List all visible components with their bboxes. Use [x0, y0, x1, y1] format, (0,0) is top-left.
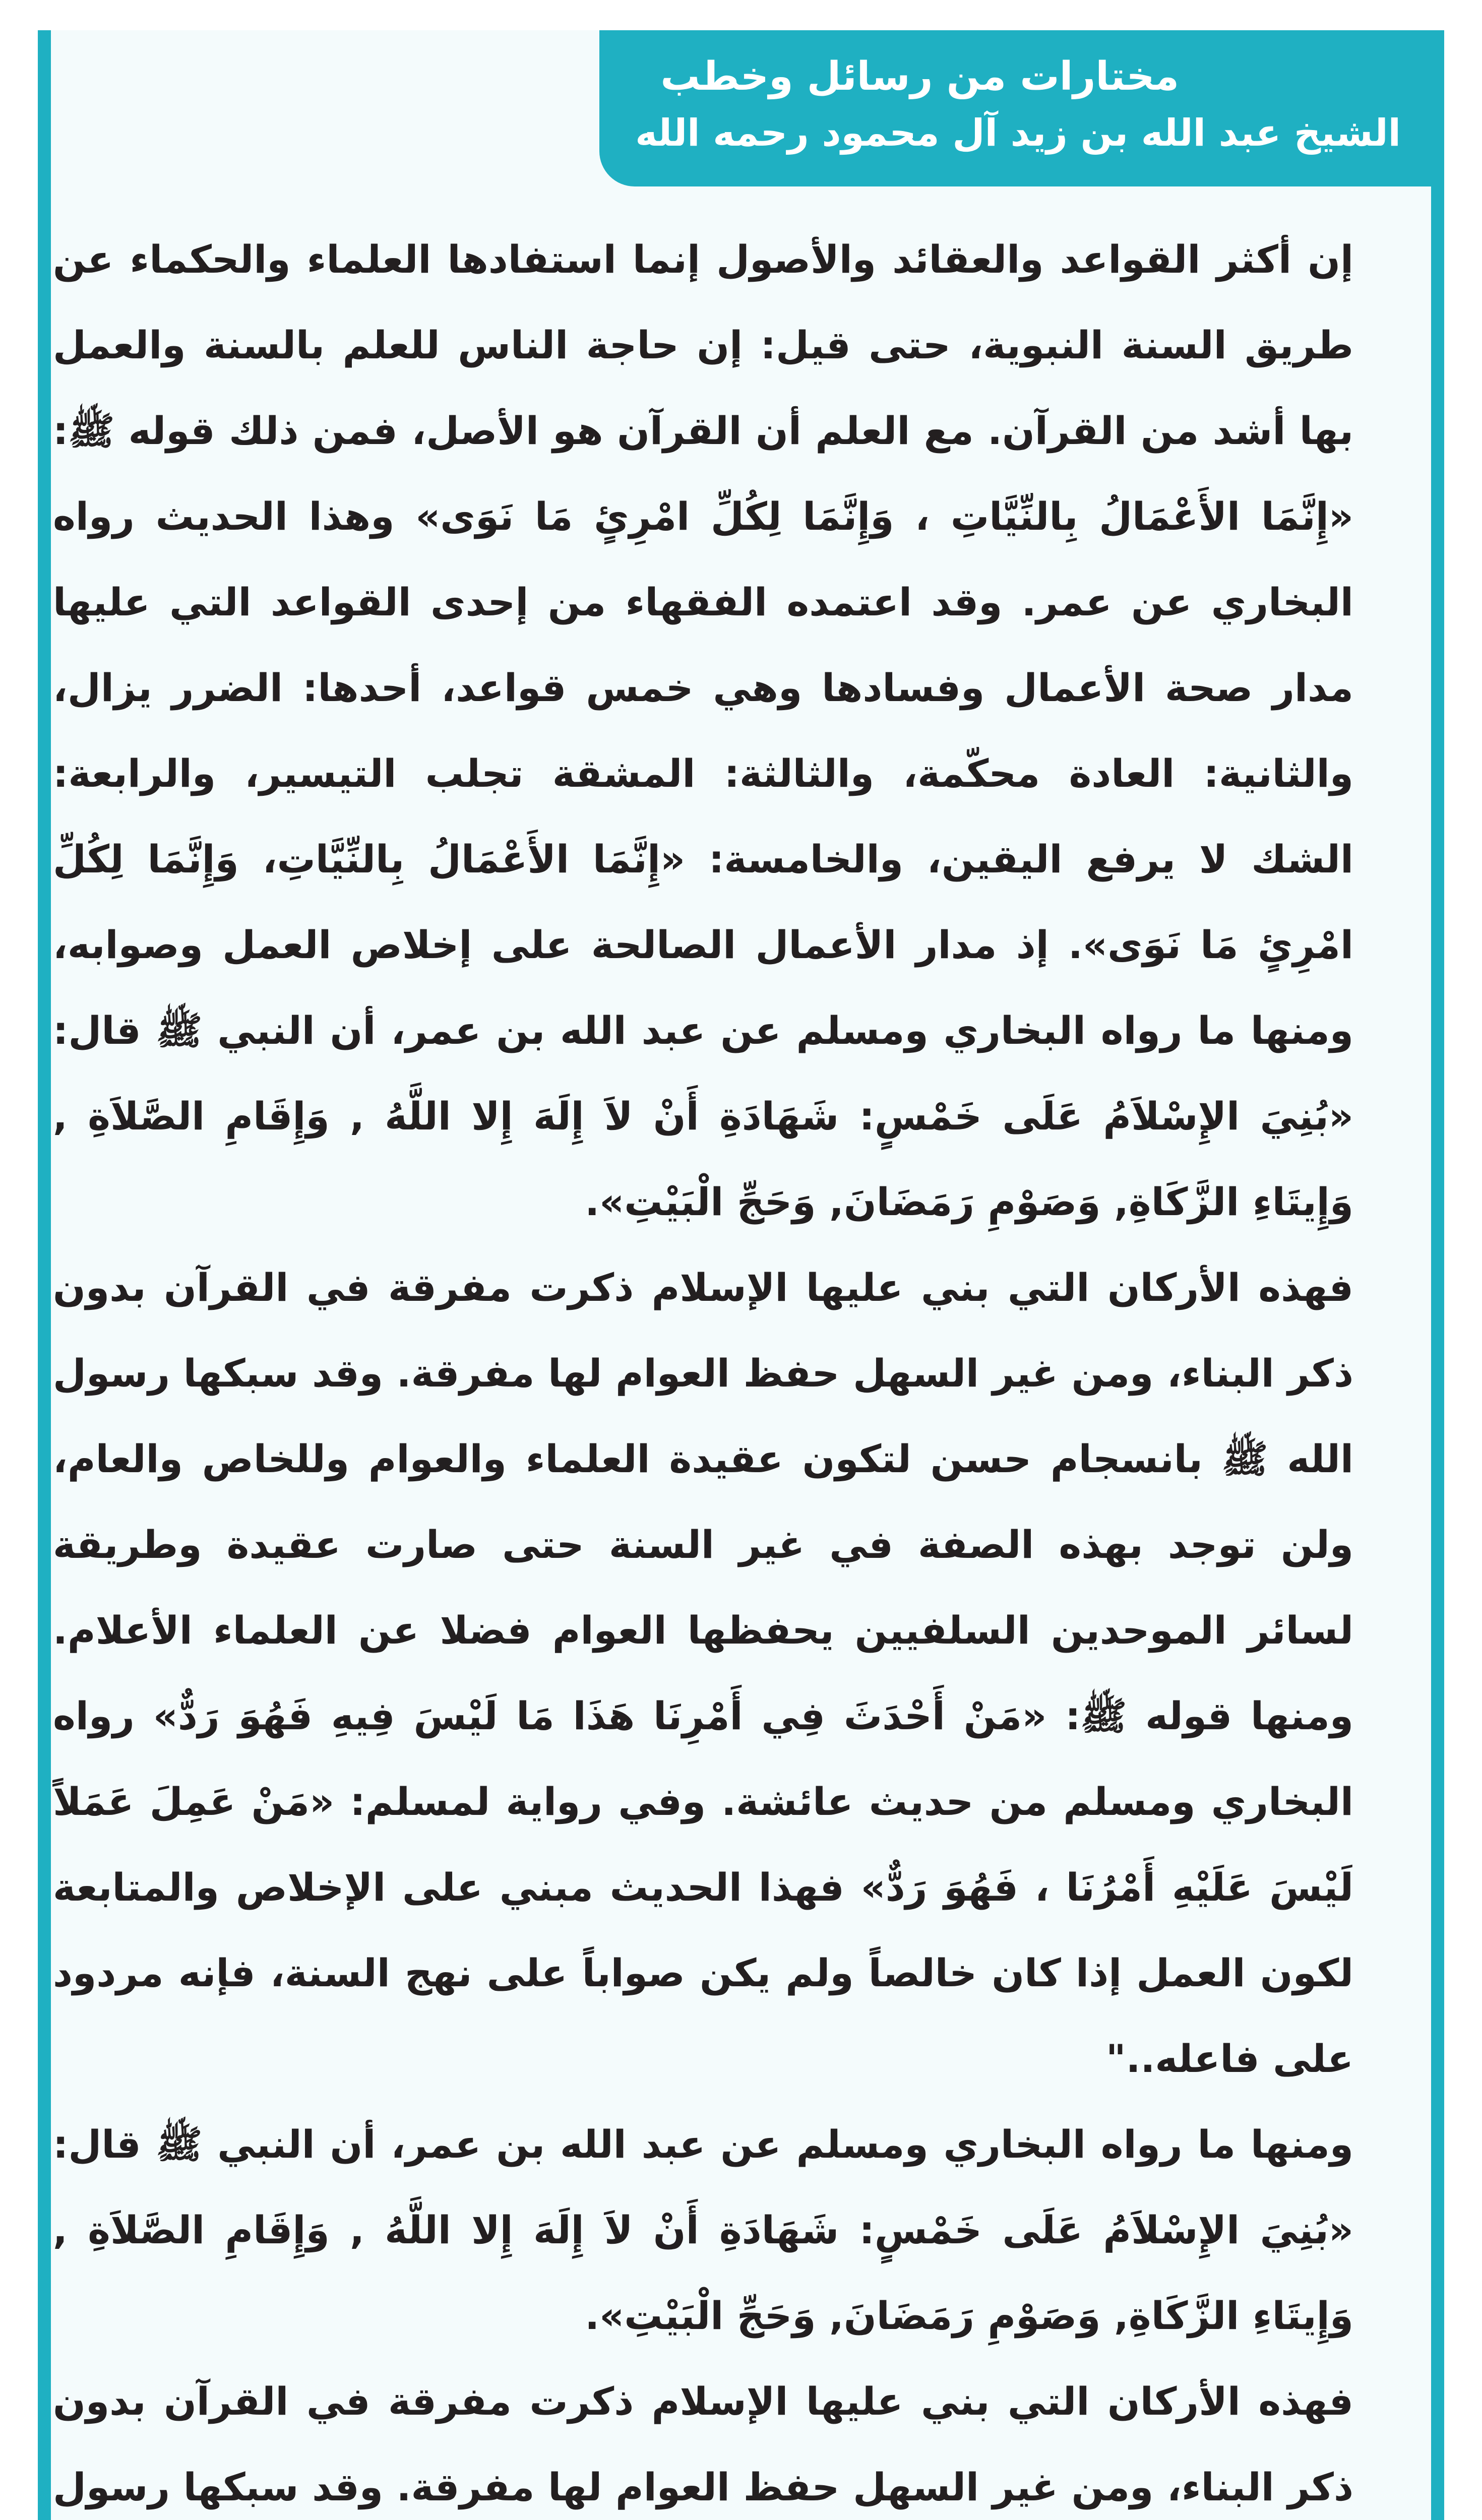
header-banner — [599, 30, 1431, 186]
article-paragraph: فهذه الأركان التي بني عليها الإسلام ذكرت مفرقة في القرآن بدون ذكر البناء، ومن غير السهل حفظ العوام لها مفرقة. وقد سبكها رسول الله ﷺ بانسجام حسن لتكون عقيدة العلماء والعوام وللخاص والعام، ولن توجد بهذه الصفة في غير السنة حتى صارت عقيدة وطريقة لسائر الموحدين السلفيين يحفظها العوام فضلا عن العلماء الأعلام. ومنها قوله ﷺ: «مَنْ أَحْدَثَ فِي أَمْرِنَا هَذَا مَا لَيْسَ فِيهِ فَهُوَ رَدٌّ» رواه البخاري ومسلم من حديث عائشة. وفي رواية لمسلم: «مَنْ عَمِلَ عَمَلاً لَيْسَ عَلَيْهِ أَمْرُنَا ، فَهُوَ رَدٌّ» فهذا الحديث مبني على الإخلاص والمتابعة لكون العمل إذا كان خالصاً ولم يكن صواباً على نهج السنة، فإنه مردود على فاعله.." — [53, 1265, 1353, 2081]
header-title: الشيخ عبد الله بن زيد آل محمود رحمه الله — [635, 111, 1401, 155]
article-paragraph: فهذه الأركان التي بني عليها الإسلام ذكرت مفرقة في القرآن بدون ذكر البناء، ومن غير السهل حفظ العوام لها مفرقة. وقد سبكها رسول — [53, 2379, 1353, 2509]
header-subtitle: مختارات من رسائل وخطب — [660, 54, 1179, 99]
article-body — [53, 217, 1353, 2520]
article-paragraph: إن أكثر القواعد والعقائد والأصول إنما استفادها العلماء والحكماء عن طريق السنة النبوية، حتى قيل: إن حاجة الناس للعلم بالسنة والعمل بها أشد من القرآن. مع العلم أن القرآن هو الأصل، فمن ذلك قوله ﷺ: «إِنَّمَا الأَعْمَالُ بِالنِّيَّاتِ ، وَإِنَّمَا لِكُلِّ امْرِئٍ مَا نَوَى» وهذا الحديث رواه البخاري عن عمر. وقد اعتمده الفقهاء من إحدى القواعد التي عليها مدار صحة الأعمال وفسادها وهي خمس قواعد، أحدها: الضرر يزال، والثانية: العادة محكّمة، والثالثة: المشقة تجلب التيسير، والرابعة: الشك لا يرفع اليقين، والخامسة: «إِنَّمَا الأَعْمَالُ بِالنِّيَّاتِ، وَإِنَّمَا لِكُلِّ امْرِئٍ مَا نَوَى». إذ مدار الأعمال الصالحة على إخلاص العمل وصوابه، ومنها ما رواه البخاري ومسلم عن عبد الله بن عمر، أن النبي ﷺ قال: «بُنِيَ الإِسْلاَمُ عَلَى خَمْسٍ: شَهَادَةِ أَنْ لاَ إِلَهَ إِلا اللَّهُ , وَإِقَامِ الصَّلاَةِ , وَإِيتَاءِ الزَّكَاةِ, وَصَوْمِ رَمَضَانَ, وَحَجِّ الْبَيْتِ». — [53, 237, 1353, 1224]
article-paragraph: ومنها ما رواه البخاري ومسلم عن عبد الله بن عمر، أن النبي ﷺ قال: «بُنِيَ الإِسْلاَمُ عَلَى خَمْسٍ: شَهَادَةِ أَنْ لاَ إِلَهَ إِلا اللَّهُ , وَإِقَامِ الصَّلاَةِ , وَإِيتَاءِ الزَّكَاةِ, وَصَوْمِ رَمَضَانَ, وَحَجِّ الْبَيْتِ». — [53, 2122, 1353, 2338]
